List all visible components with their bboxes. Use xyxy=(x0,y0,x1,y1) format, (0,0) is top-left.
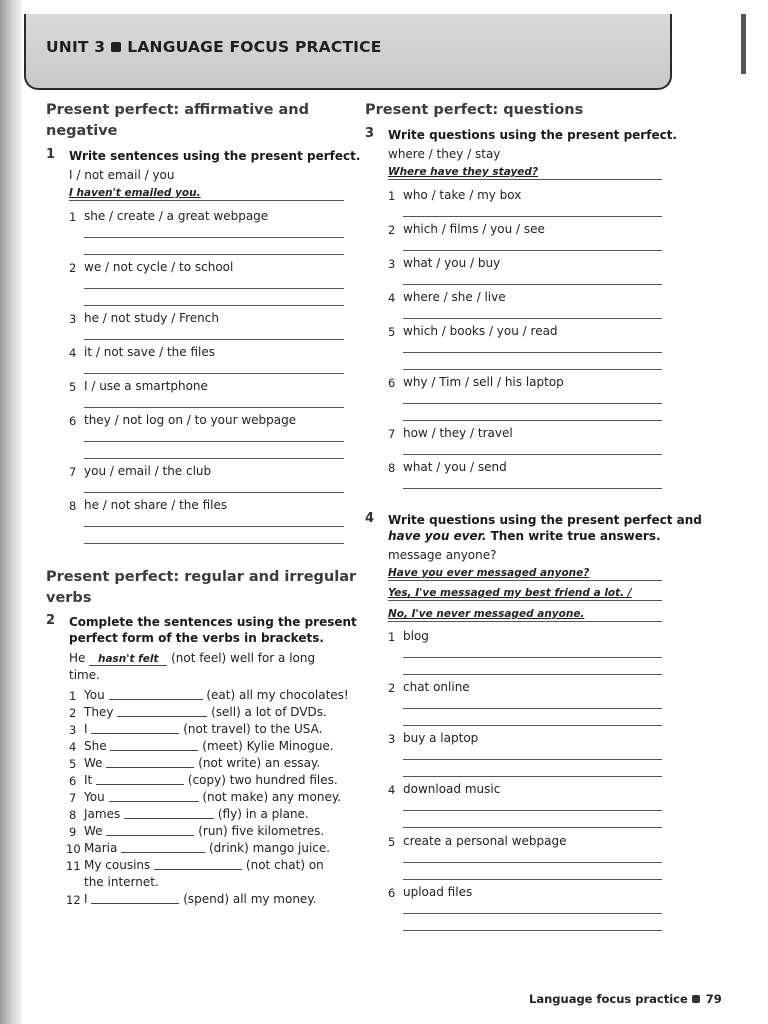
answer-line[interactable] xyxy=(403,216,662,217)
exercise-2-example: He hasn't felt (not feel) well for a long xyxy=(69,651,316,665)
example-answer-line xyxy=(69,200,344,201)
exercise-1-example-prompt: I / not email / you xyxy=(69,168,175,182)
exercise-2-instruction: Complete the sentences using the present perfect form of the verbs in brackets. xyxy=(69,615,357,645)
gap-blank[interactable] xyxy=(124,807,214,819)
gap-blank[interactable] xyxy=(110,739,198,751)
gap-blank[interactable] xyxy=(96,773,184,785)
answer-line[interactable] xyxy=(84,254,344,255)
answer-line[interactable] xyxy=(403,250,662,251)
answer-line[interactable] xyxy=(403,674,662,675)
answer-line[interactable] xyxy=(84,543,344,544)
answer-line[interactable] xyxy=(403,879,662,880)
answer-line[interactable] xyxy=(403,913,662,914)
answer-line[interactable] xyxy=(403,403,662,404)
section-title-affirmative-negative: Present perfect: affirmative and negative xyxy=(46,102,309,139)
square-bullet-icon xyxy=(692,995,700,1003)
answer-line[interactable] xyxy=(84,373,344,374)
exercise-4-instruction: Write questions using the present perfect and have you ever. Then write true answers. xyxy=(388,513,702,543)
square-bullet-icon xyxy=(111,42,121,52)
exercise-1-example-answer: I haven't emailed you. xyxy=(69,187,201,199)
page-edge-shadow xyxy=(0,0,22,1024)
unit-label: UNIT 3 xyxy=(46,38,106,56)
exercise-4-example-answer: Have you ever messaged anyone? xyxy=(388,567,590,579)
answer-line[interactable] xyxy=(403,810,662,811)
gap-blank[interactable] xyxy=(91,722,179,734)
answer-line[interactable] xyxy=(403,284,662,285)
section-title-regular-irregular: Present perfect: regular and irregular verbs xyxy=(46,569,357,606)
gap-blank[interactable] xyxy=(106,756,194,768)
exercise-1-number: 1 xyxy=(46,147,56,162)
answer-line[interactable] xyxy=(403,352,662,353)
exercise-1-instruction: Write sentences using the present perfect. xyxy=(69,149,361,163)
answer-line[interactable] xyxy=(84,305,344,306)
page-footer xyxy=(529,992,722,1006)
example-gap-answer: hasn't felt xyxy=(89,653,167,666)
gap-blank[interactable] xyxy=(154,858,242,870)
unit-header-title xyxy=(46,38,382,56)
answer-line[interactable] xyxy=(84,288,344,289)
footer-label: Language focus practice xyxy=(529,992,688,1006)
example-answer-line xyxy=(388,580,662,581)
exercise-3-example-prompt: where / they / stay xyxy=(388,147,501,161)
exercise-4-example-answer: No, I've never messaged anyone. xyxy=(388,608,585,620)
answer-line[interactable] xyxy=(403,420,662,421)
gap-blank[interactable] xyxy=(117,705,207,717)
answer-line[interactable] xyxy=(84,407,344,408)
answer-line[interactable] xyxy=(84,339,344,340)
page-number: 79 xyxy=(705,992,722,1006)
answer-line[interactable] xyxy=(403,708,662,709)
page-edge-marker xyxy=(741,14,746,74)
example-answer-line xyxy=(388,179,662,180)
gap-blank[interactable] xyxy=(109,688,203,700)
example-answer-line xyxy=(388,621,662,622)
answer-line[interactable] xyxy=(403,862,662,863)
answer-line[interactable] xyxy=(403,759,662,760)
exercise-2-example-cont: time. xyxy=(69,668,100,682)
gap-blank[interactable] xyxy=(91,892,179,904)
answer-line[interactable] xyxy=(403,657,662,658)
gap-blank[interactable] xyxy=(106,824,194,836)
answer-line[interactable] xyxy=(403,725,662,726)
answer-line[interactable] xyxy=(403,369,662,370)
unit-header xyxy=(24,14,672,90)
exercise-2-number: 2 xyxy=(46,613,56,628)
answer-line[interactable] xyxy=(403,827,662,828)
answer-line[interactable] xyxy=(84,458,344,459)
section-title-questions: Present perfect: questions xyxy=(365,102,584,118)
answer-line[interactable] xyxy=(403,930,662,931)
answer-line[interactable] xyxy=(84,237,344,238)
answer-line[interactable] xyxy=(84,492,344,493)
answer-line[interactable] xyxy=(84,526,344,527)
exercise-3-number: 3 xyxy=(365,126,375,141)
answer-line[interactable] xyxy=(403,488,662,489)
exercise-3-instruction: Write questions using the present perfect. xyxy=(388,128,677,142)
example-answer-line xyxy=(388,600,662,601)
exercise-4-example-prompt: message anyone? xyxy=(388,548,497,562)
exercise-4-example-answer: Yes, I've messaged my best friend a lot. / xyxy=(388,587,632,599)
exercise-3-example-answer: Where have they stayed? xyxy=(388,166,539,178)
answer-line[interactable] xyxy=(403,318,662,319)
answer-line[interactable] xyxy=(84,441,344,442)
gap-blank[interactable] xyxy=(109,790,199,802)
answer-line[interactable] xyxy=(403,454,662,455)
gap-blank[interactable] xyxy=(121,841,205,853)
answer-line[interactable] xyxy=(403,776,662,777)
exercise-4-number: 4 xyxy=(365,511,375,526)
unit-title: LANGUAGE FOCUS PRACTICE xyxy=(127,38,382,56)
